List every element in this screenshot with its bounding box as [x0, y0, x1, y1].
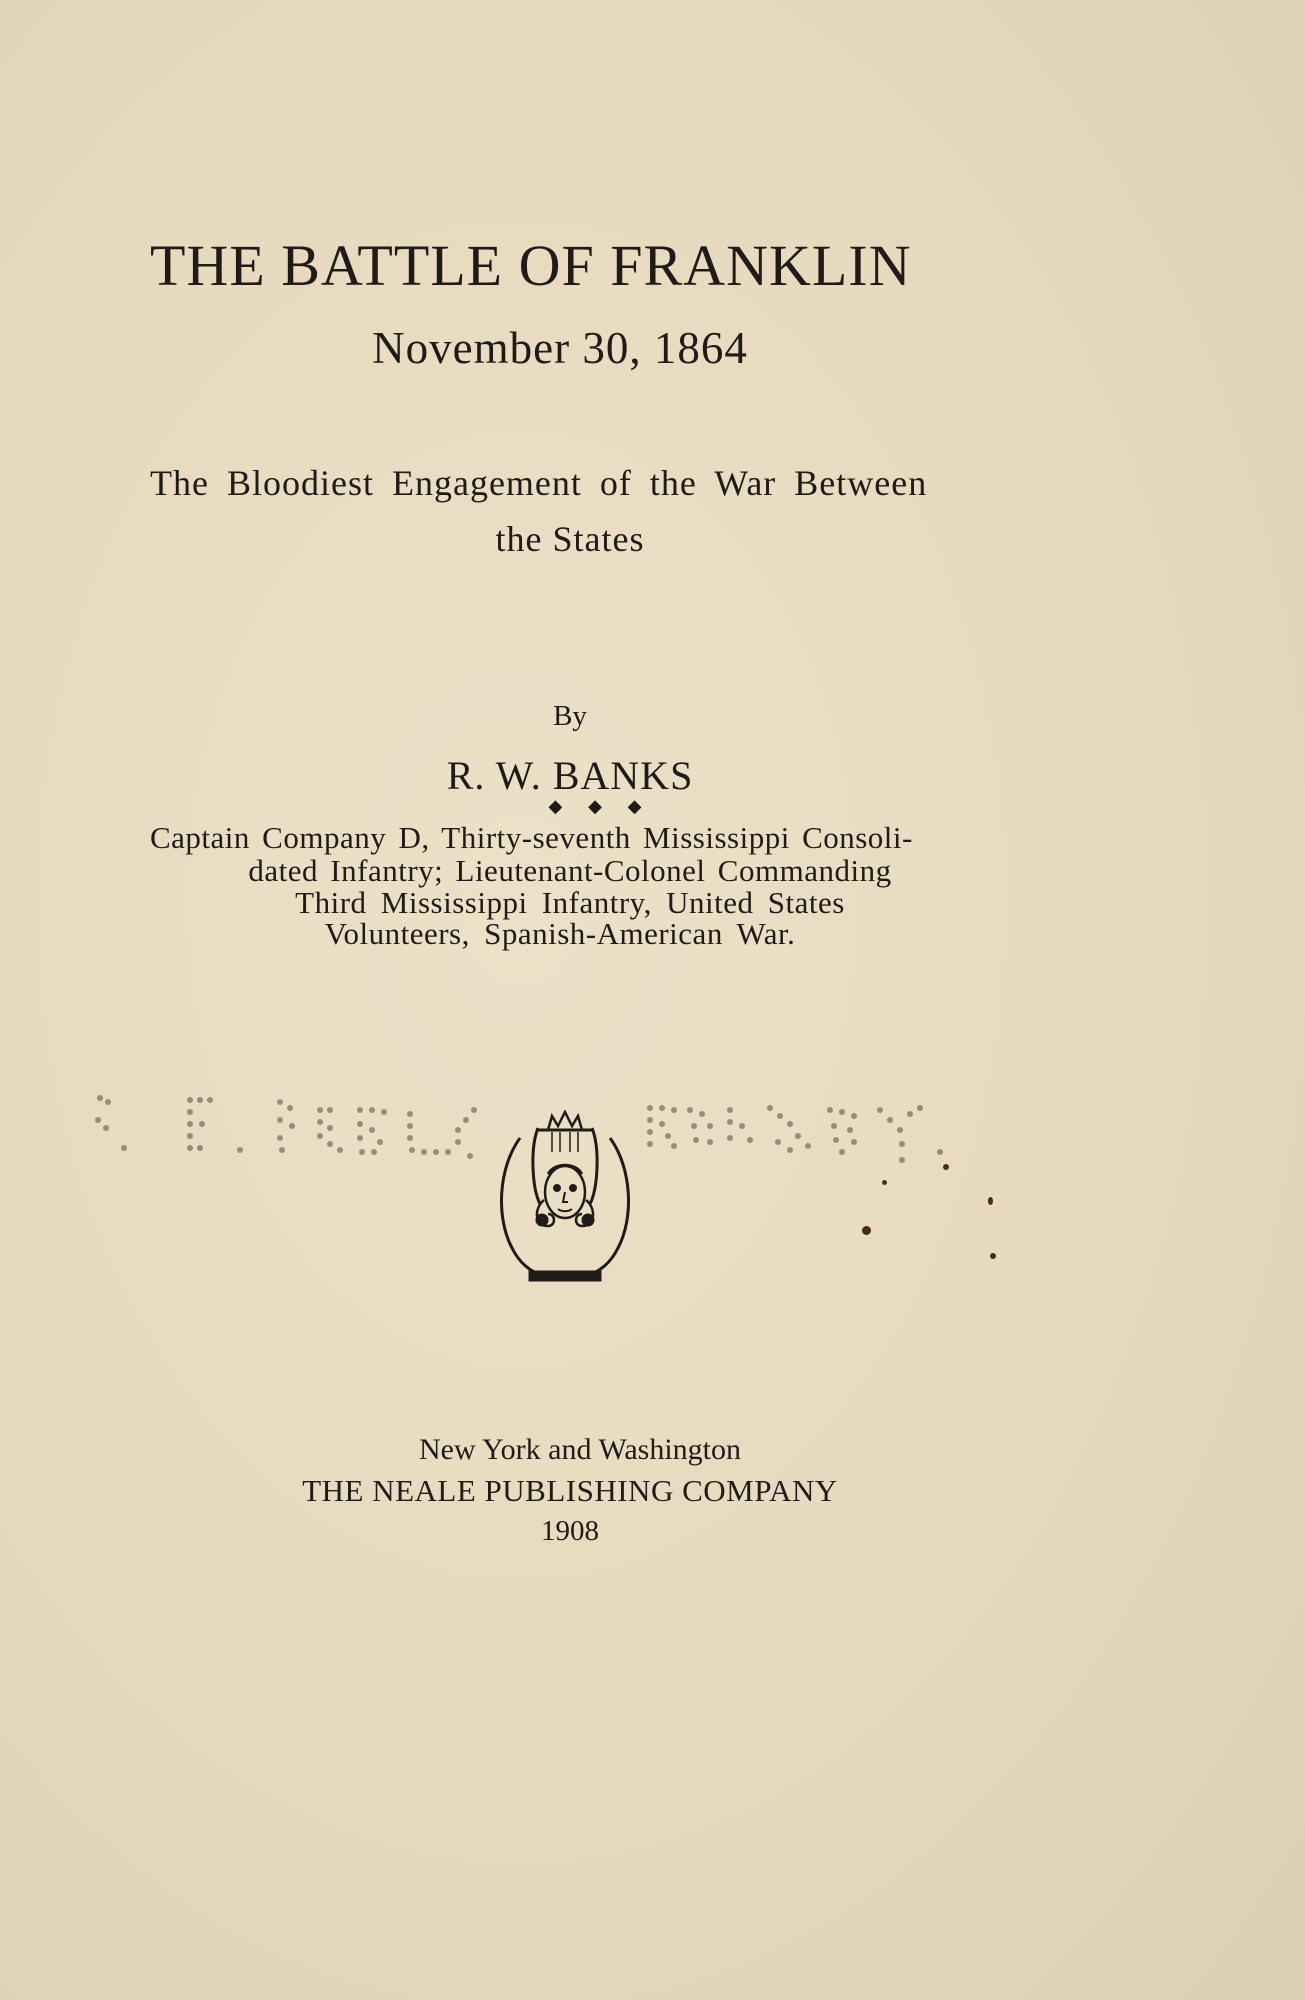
publisher-name: THE NEALE PUBLISHING COMPANY — [302, 1473, 838, 1508]
book-title: THE BATTLE OF FRANKLIN — [150, 233, 912, 298]
ink-speck — [988, 1197, 993, 1205]
ink-speck — [990, 1253, 996, 1259]
imprint-place: New York and Washington — [418, 1433, 742, 1466]
author-credential-line-2: dated Infantry; Lieutenant-Colonel Commanding — [248, 853, 892, 888]
ink-speck — [862, 1226, 871, 1235]
ink-speck — [943, 1164, 949, 1170]
publication-year: 1908 — [541, 1515, 599, 1547]
by-label: By — [553, 700, 587, 732]
ink-speck — [882, 1180, 887, 1185]
lyre-vase-publisher-mark-icon — [490, 1108, 640, 1284]
subtitle-line-2: the States — [495, 519, 645, 559]
fleuron-ornament: ◆ ◆ ◆ — [548, 796, 652, 817]
author-credential-line-3: Third Mississippi Infantry, United States — [295, 885, 845, 920]
author-credential-line-4: Volunteers, Spanish-American War. — [324, 916, 796, 951]
author-credential-line-1: Captain Company D, Thirty-seventh Mississippi Consoli- — [150, 820, 913, 855]
battle-date: November 30, 1864 — [372, 323, 748, 373]
author-name: R. W. BANKS — [446, 753, 694, 798]
subtitle-line-1: The Bloodiest Engagement of the War Between — [150, 463, 928, 503]
